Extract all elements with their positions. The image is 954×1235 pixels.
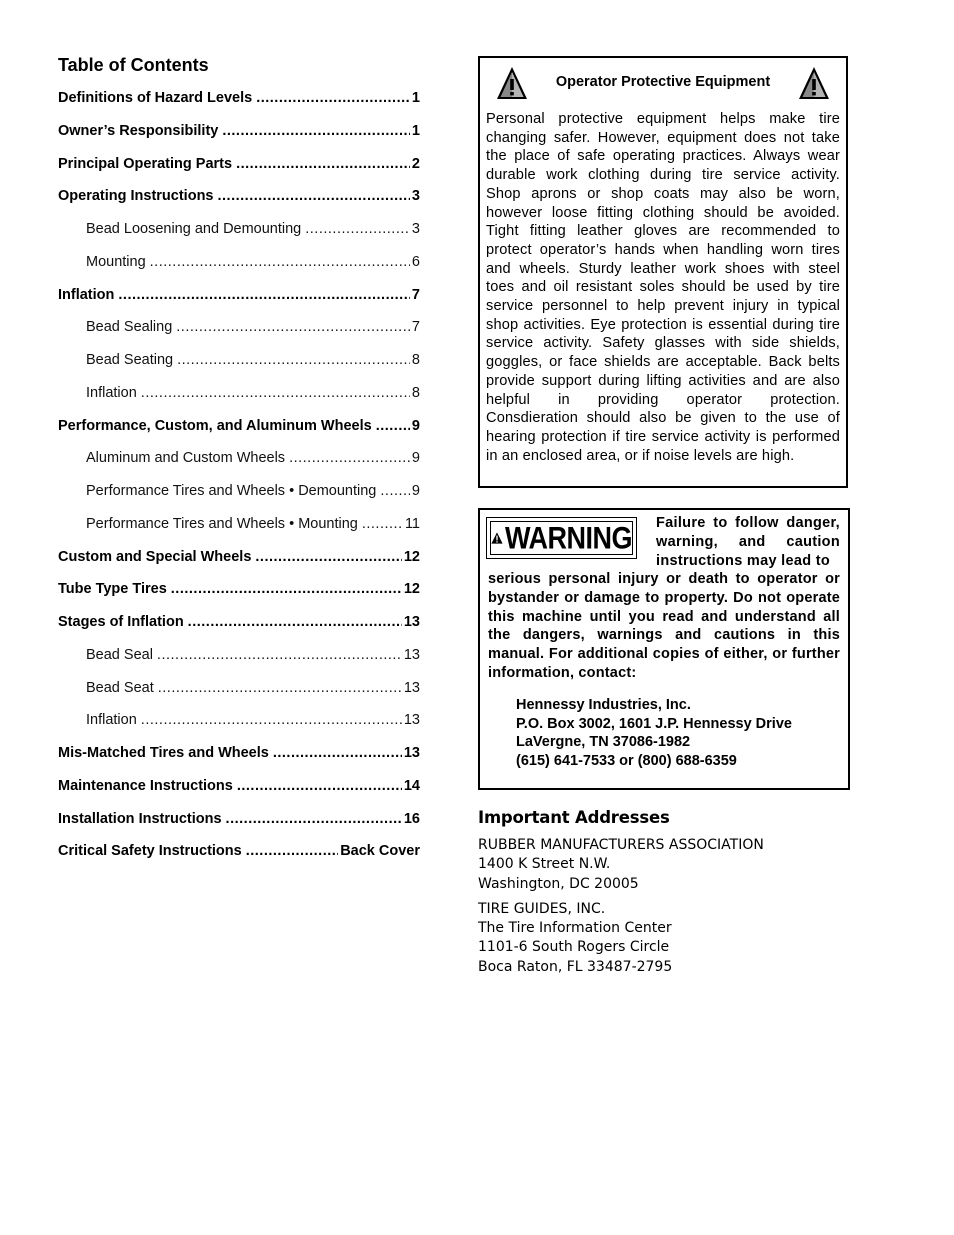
toc-entry-label: Performance Tires and Wheels • Mounting	[86, 515, 358, 532]
toc-entry	[86, 317, 420, 337]
toc-leader-dots	[256, 88, 410, 108]
toc-entry-page: 13	[403, 614, 420, 630]
toc-entry-label: Critical Safety Instructions	[58, 843, 242, 860]
toc-entry	[58, 579, 420, 599]
toc-leader-dots	[157, 645, 402, 665]
toc-entry-label: Aluminum and Custom Wheels	[86, 450, 286, 467]
toc-leader-dots	[376, 416, 410, 436]
toc-entry-page: 13	[403, 646, 420, 663]
address-line: Washington, DC 20005	[478, 875, 639, 892]
toc-entry-page: 8	[411, 384, 420, 401]
toc-entry	[58, 776, 420, 796]
protective-equipment-title: Operator Protective Equipment	[555, 74, 771, 90]
toc-leader-dots	[177, 350, 410, 370]
protective-equipment-header	[480, 66, 846, 102]
toc-leader-dots	[236, 154, 410, 174]
toc-entry	[86, 645, 420, 665]
toc-entry-label: Bead Loosening and Demounting	[86, 221, 302, 237]
warning-intro-line: instructions may lead to	[656, 552, 830, 569]
toc-entry-page: 9	[411, 483, 420, 499]
toc-entry-page: 7	[411, 319, 420, 336]
toc-title: Table of Contents	[58, 55, 209, 75]
toc-entry-label: Inflation	[58, 286, 115, 303]
toc-entry	[86, 252, 420, 272]
toc-entry-label: Tube Type Tires	[58, 581, 167, 598]
toc-entry	[86, 350, 420, 370]
contact-city: LaVergne, TN 37086-1982	[516, 734, 691, 750]
toc-entry-page: 2	[411, 155, 420, 172]
toc-entry	[58, 88, 420, 108]
toc-entry-page: 13	[403, 745, 420, 761]
contact-phone: (615) 641-7533 or (800) 688-6359	[516, 752, 737, 769]
toc-leader-dots	[226, 809, 402, 829]
toc-entry-label: Owner’s Responsibility	[58, 122, 219, 139]
toc-entry-page: 9	[411, 417, 420, 434]
toc-leader-dots	[158, 678, 402, 698]
toc-entry-label: Bead Sealing	[86, 319, 173, 336]
toc-entry-label: Custom and Special Wheels	[58, 548, 252, 565]
contact-company: Hennessy Industries, Inc.	[516, 697, 691, 713]
toc-entry	[58, 612, 420, 632]
toc-entry-page: 9	[411, 450, 420, 467]
address-block	[478, 900, 858, 977]
toc-leader-dots	[305, 219, 410, 239]
toc-leader-dots	[289, 448, 410, 468]
toc-leader-dots	[246, 841, 338, 861]
address-line: The Tire Information Center	[478, 920, 672, 937]
address-line: TIRE GUIDES, INC.	[478, 900, 606, 917]
toc-leader-dots	[176, 317, 410, 337]
toc-entry	[58, 743, 420, 763]
toc-entry	[58, 809, 420, 829]
addresses-title: Important Addresses	[478, 808, 670, 827]
toc-entry	[86, 481, 420, 501]
warning-box	[478, 508, 850, 790]
toc-leader-dots	[255, 547, 401, 567]
toc-leader-dots	[237, 776, 402, 796]
toc-entry	[58, 547, 420, 567]
warning-intro-line: Failure to follow danger,	[656, 515, 840, 531]
toc-leader-dots	[362, 514, 403, 534]
address-line: 1101-6 South Rogers Circle	[478, 939, 670, 956]
address-block	[478, 836, 858, 894]
toc-entry-page: 14	[403, 777, 420, 794]
toc-leader-dots	[188, 612, 402, 632]
toc-entry-page: 3	[411, 188, 420, 205]
toc-entry	[58, 841, 420, 861]
warning-triangle-icon	[798, 66, 830, 100]
toc-entry-label: Installation Instructions	[58, 810, 222, 827]
warning-intro	[656, 514, 840, 570]
toc-entry	[86, 678, 420, 698]
address-line: RUBBER MANUFACTURERS ASSOCIATION	[478, 837, 764, 853]
warning-text: serious personal injury or death to operator or bystander or damage to property. Do not operate this machine until you read and understand all the dangers, warnings and cautions in this manual. For additional copies of either, or further information, contact:	[488, 571, 840, 681]
toc-leader-dots	[273, 743, 402, 763]
toc-entry-label: Performance Tires and Wheels • Demounting	[86, 483, 377, 499]
toc-entry	[58, 416, 420, 436]
address-line: Boca Raton, FL 33487-2795	[478, 958, 673, 975]
toc-entry-page: 13	[403, 679, 420, 696]
toc-entry	[58, 285, 420, 305]
protective-equipment-text: Personal protective equipment helps make tire changing safer. However, equipment does not take the place of safe operating practices. Always wear durable work clothing during tire service activity. Shop aprons or shop coats may also be worn, however loose fitting clothing should be avoided. Tight fitting leather gloves are recommended to protect operator’s hands when handling worn tires and wheels. Sturdy leather work shoes with steel toes and oil resistant soles should be used by tire service personnel to help prevent injury in typical shop activities. Eye protection is essential during tire service activity. Safety glasses with side shields, goggles, or face shields are acceptable. Back belts provide support during lifting activities and are also helpful in providing operator protection. Consdieration should also be given to the use of hearing protection if tire service activity is performed in an enclosed area, or if noise levels are high.	[486, 111, 840, 464]
toc-leader-dots	[218, 186, 410, 206]
contact-street: P.O. Box 3002, 1601 J.P. Hennessy Drive	[516, 715, 792, 732]
toc-entry-page: 12	[403, 581, 420, 598]
toc-entry-label: Bead Seal	[86, 646, 153, 663]
warning-sign	[486, 517, 637, 559]
toc-entry-page: 6	[411, 253, 420, 270]
important-addresses	[478, 806, 858, 977]
toc-entry-page: 7	[411, 286, 420, 303]
protective-equipment-box	[478, 56, 848, 488]
toc-entry-label: Stages of Inflation	[58, 614, 184, 630]
toc-entry-label: Maintenance Instructions	[58, 777, 233, 794]
toc-entry-label: Operating Instructions	[58, 188, 214, 205]
toc-entry-label: Inflation	[86, 712, 137, 729]
toc-entry-label: Bead Seat	[86, 679, 154, 696]
toc-entry-page: 16	[403, 810, 420, 827]
toc-entry	[58, 186, 420, 206]
toc-entry-page: Back Cover	[340, 843, 420, 860]
toc-entry-page: 11	[404, 515, 420, 532]
toc-entry-label: Definitions of Hazard Levels	[58, 90, 253, 106]
address-line: 1400 K Street N.W.	[478, 856, 611, 873]
toc-leader-dots	[171, 579, 402, 599]
toc-entry-page: 1	[411, 122, 420, 139]
toc-entry-page: 13	[403, 712, 420, 729]
toc-leader-dots	[150, 252, 410, 272]
warning-contact	[516, 696, 792, 770]
toc-entry-label: Principal Operating Parts	[58, 155, 233, 172]
toc-leader-dots	[222, 121, 410, 141]
toc-entry	[58, 121, 420, 141]
toc-entry-page: 12	[403, 548, 420, 565]
toc-entry-label: Inflation	[86, 384, 137, 401]
toc-entry	[58, 154, 420, 174]
warning-signal-word: WARNING	[505, 520, 632, 555]
toc-entry	[86, 710, 420, 730]
toc-leader-dots	[118, 285, 410, 305]
toc-leader-dots	[141, 710, 402, 730]
toc-entry-page: 1	[411, 90, 420, 106]
toc-entry-page: 8	[411, 352, 420, 368]
toc-entry	[86, 448, 420, 468]
toc-leader-dots	[141, 383, 410, 403]
table-of-contents	[58, 52, 420, 860]
toc-entry	[86, 219, 420, 239]
toc-entry-label: Performance, Custom, and Aluminum Wheels	[58, 417, 372, 434]
toc-entry	[86, 514, 420, 534]
toc-entry	[86, 383, 420, 403]
warning-triangle-icon	[491, 523, 503, 553]
toc-entry-label: Bead Seating	[86, 352, 174, 368]
toc-entry-page: 3	[411, 221, 420, 237]
toc-entry-label: Mounting	[86, 253, 146, 270]
toc-leader-dots	[380, 481, 410, 501]
toc-entry-label: Mis-Matched Tires and Wheels	[58, 745, 269, 761]
warning-intro-line: warning, and caution	[656, 533, 840, 550]
